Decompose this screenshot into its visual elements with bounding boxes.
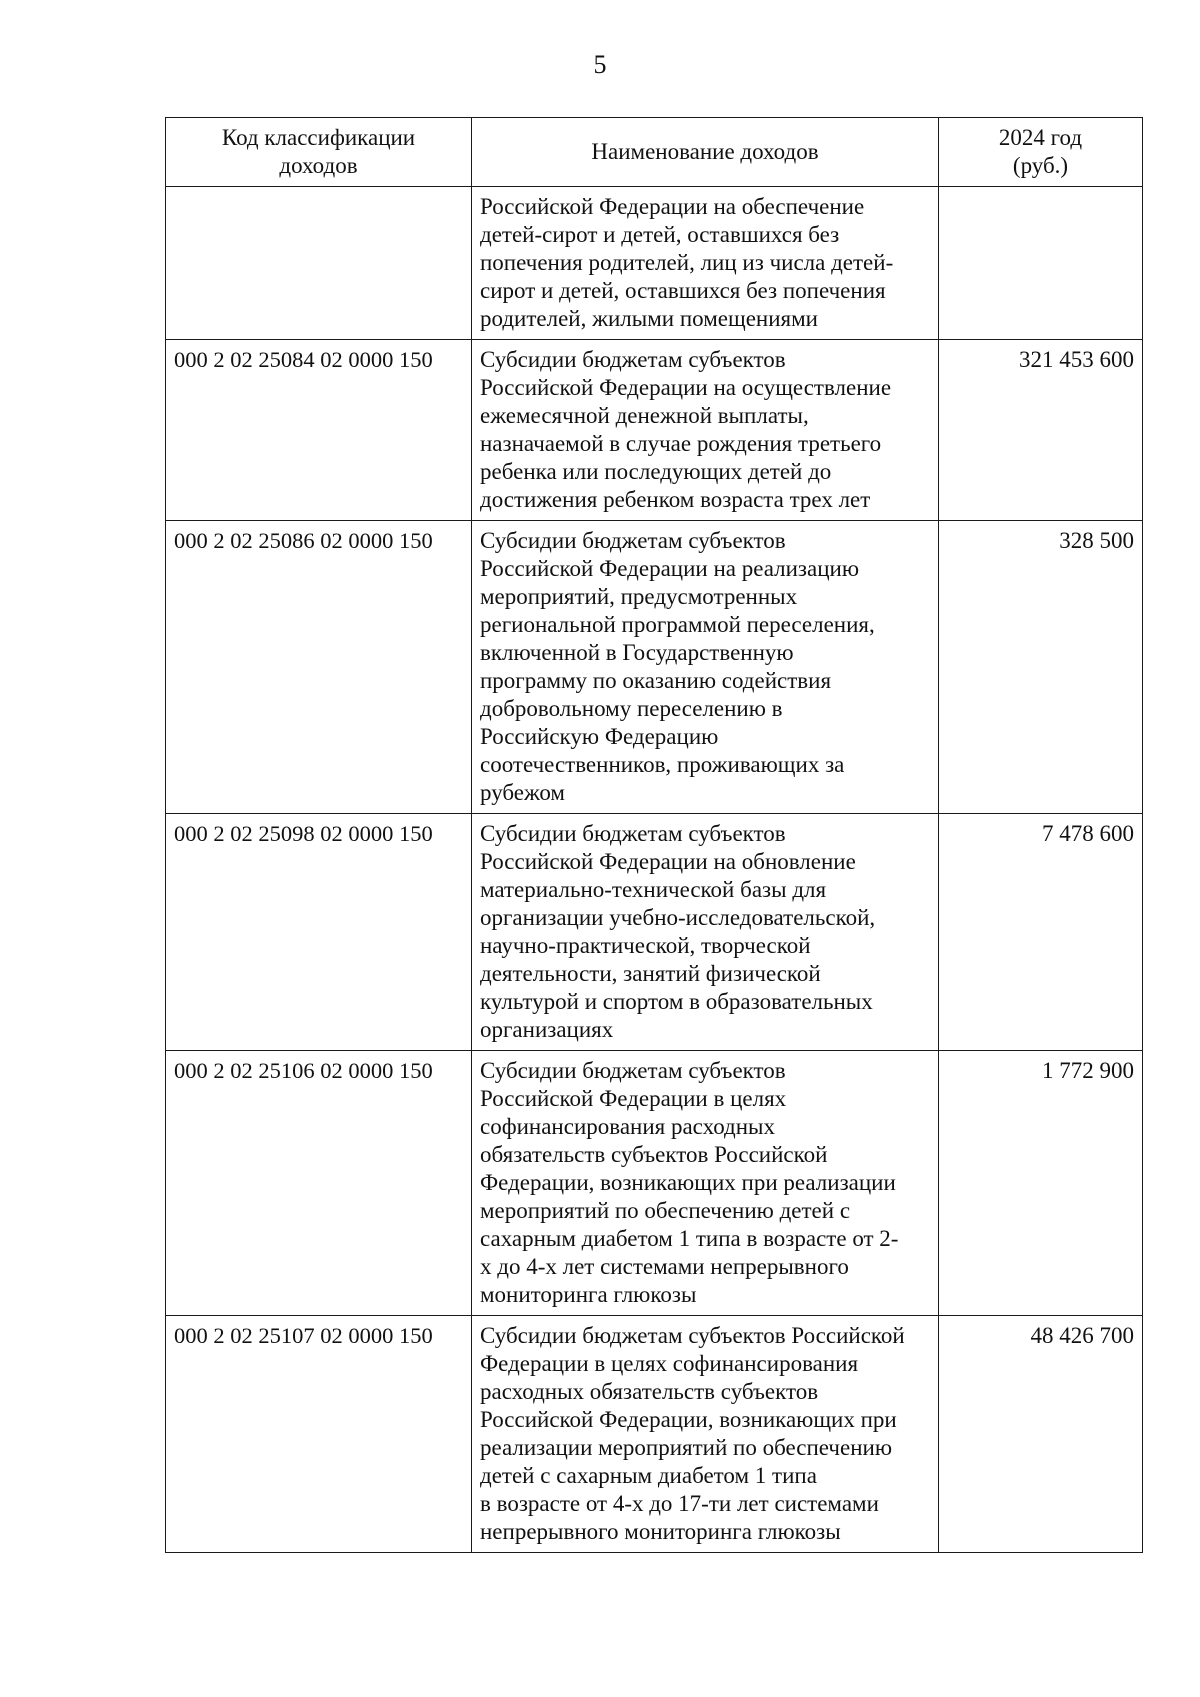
revenue-name-line: попечения родителей, лиц из числа детей- (480, 250, 894, 275)
revenue-name-cell (472, 1316, 939, 1553)
revenue-code-cell: 000 2 02 25086 02 0000 150 (166, 521, 472, 814)
revenue-name-line: Федерации, возникающих при реализации (480, 1170, 896, 1195)
page-number: 5 (593, 50, 607, 79)
revenue-name-line: достижения ребенком возраста трех лет (480, 487, 871, 512)
revenue-name-cell (472, 187, 939, 340)
revenue-name-line: Федерации в целях софинансирования (480, 1351, 859, 1376)
revenue-name-line: софинансирования расходных (480, 1114, 776, 1139)
revenue-name-line: мероприятий по обеспечению детей с (480, 1198, 851, 1223)
revenue-amount-cell: 321 453 600 (939, 340, 1143, 521)
revenue-name-line: Российскую Федерацию (480, 724, 719, 749)
revenue-table (165, 117, 1143, 1553)
revenue-name-line: ребенка или последующих детей до (480, 459, 832, 484)
revenue-code-cell: 000 2 02 25098 02 0000 150 (166, 814, 472, 1051)
header-amount (939, 118, 1143, 187)
revenue-name-cell (472, 1051, 939, 1316)
table-row (166, 187, 1143, 340)
revenue-name-line: расходных обязательств субъектов (480, 1379, 819, 1404)
revenue-name-line: мероприятий, предусмотренных (480, 584, 798, 609)
revenue-name-line: Субсидии бюджетам субъектов (480, 1058, 786, 1083)
table-body (166, 187, 1143, 1553)
revenue-code-cell (166, 187, 472, 340)
revenue-name-line: организации учебно-исследовательской, (480, 905, 876, 930)
revenue-name-line: родителей, жилыми помещениями (480, 306, 818, 331)
revenue-name-line: деятельности, занятий физической (480, 961, 821, 986)
revenue-amount-cell: 1 772 900 (939, 1051, 1143, 1316)
revenue-name-line: в возрасте от 4-х до 17-ти лет системами (480, 1491, 879, 1516)
revenue-name-line: сирот и детей, оставшихся без попечения (480, 278, 886, 303)
revenue-code-cell: 000 2 02 25084 02 0000 150 (166, 340, 472, 521)
revenue-name-line: Российской Федерации в целях (480, 1086, 787, 1111)
revenue-name-line: рубежом (480, 780, 565, 805)
header-amount-line: 2024 год (998, 125, 1083, 150)
table-header-row (166, 118, 1143, 187)
table-row (166, 1051, 1143, 1316)
revenue-name-line: региональной программой переселения, (480, 612, 875, 637)
revenue-name-line: реализации мероприятий по обеспечению (480, 1435, 893, 1460)
revenue-name-line: Субсидии бюджетам субъектов (480, 347, 786, 372)
revenue-name-line: детей с сахарным диабетом 1 типа (480, 1463, 817, 1488)
revenue-code-cell: 000 2 02 25106 02 0000 150 (166, 1051, 472, 1316)
revenue-amount-cell: 48 426 700 (939, 1316, 1143, 1553)
revenue-name-line: Российской Федерации на обеспечение (480, 194, 865, 219)
revenue-name-line: включенной в Государственную (480, 640, 794, 665)
revenue-name-line: детей-сирот и детей, оставшихся без (480, 222, 840, 247)
header-name-line: Наименование доходов (591, 139, 819, 164)
revenue-name-line: соотечественников, проживающих за (480, 752, 845, 777)
revenue-name-line: сахарным диабетом 1 типа в возрасте от 2- (480, 1226, 899, 1251)
header-code-line: доходов (279, 153, 358, 178)
revenue-name-line: обязательств субъектов Российской (480, 1142, 828, 1167)
revenue-name-line: Субсидии бюджетам субъектов Российской (480, 1323, 905, 1348)
revenue-name-line: назначаемой в случае рождения третьего (480, 431, 882, 456)
revenue-name-line: Субсидии бюджетам субъектов (480, 821, 786, 846)
revenue-name-line: культурой и спортом в образовательных (480, 989, 873, 1014)
revenue-name-line: непрерывного мониторинга глюкозы (480, 1519, 841, 1544)
revenue-name-line: научно-практической, творческой (480, 933, 811, 958)
revenue-code-cell: 000 2 02 25107 02 0000 150 (166, 1316, 472, 1553)
table-row (166, 1316, 1143, 1553)
revenue-name-line: ежемесячной денежной выплаты, (480, 403, 809, 428)
header-code-line: Код классификации (221, 125, 416, 150)
header-amount-line: (руб.) (1012, 153, 1069, 178)
revenue-name-line: материально-технической базы для (480, 877, 827, 902)
table-row (166, 340, 1143, 521)
header-code (166, 118, 472, 187)
revenue-name-line: Российской Федерации на реализацию (480, 556, 860, 581)
revenue-amount-cell: 7 478 600 (939, 814, 1143, 1051)
revenue-name-line: Российской Федерации, возникающих при (480, 1407, 897, 1432)
revenue-name-line: Субсидии бюджетам субъектов (480, 528, 786, 553)
revenue-name-cell (472, 814, 939, 1051)
table-row (166, 814, 1143, 1051)
revenue-name-line: Российской Федерации на осуществление (480, 375, 892, 400)
revenue-amount-cell (939, 187, 1143, 340)
revenue-name-cell (472, 340, 939, 521)
revenue-name-line: Российской Федерации на обновление (480, 849, 856, 874)
revenue-name-cell (472, 521, 939, 814)
revenue-name-line: х до 4-х лет системами непрерывного (480, 1254, 849, 1279)
revenue-name-line: организациях (480, 1017, 614, 1042)
header-name (472, 118, 939, 187)
revenue-amount-cell: 328 500 (939, 521, 1143, 814)
revenue-name-line: добровольному переселению в (480, 696, 783, 721)
table-row (166, 521, 1143, 814)
revenue-name-line: программу по оказанию содействия (480, 668, 832, 693)
revenue-name-line: мониторинга глюкозы (480, 1282, 697, 1307)
